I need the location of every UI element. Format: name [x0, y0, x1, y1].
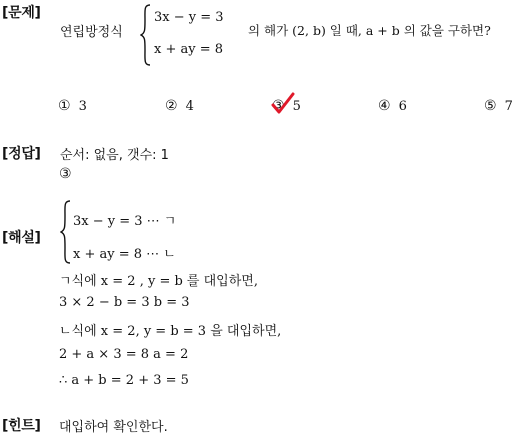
answer-line: 순서: 없음, 갯수: 1	[60, 148, 169, 163]
solution-tag: [해설]	[2, 230, 41, 246]
choice-4-mark: ④	[378, 98, 391, 114]
solution-line-5: ∴ a + b = 2 + 3 = 5	[59, 373, 189, 388]
problem-lead: 연립방정식	[60, 25, 123, 40]
solution-brace-icon	[60, 200, 72, 264]
choice-5-value: 7	[504, 99, 513, 114]
check-mark-icon	[270, 92, 296, 116]
choice-1-mark: ①	[58, 98, 71, 114]
hint-tag: [힌트]	[2, 418, 41, 434]
solution-sys2: x + ay = 8 ⋯ ㄴ	[73, 247, 176, 262]
problem-question: 의 해가 (2, b) 일 때, a + b 의 값을 구하면?	[248, 23, 491, 38]
choice-2-value: 4	[185, 99, 194, 114]
choice-3-value: 5	[292, 99, 301, 114]
choice-1-value: 3	[78, 99, 87, 114]
problem-eq2: x + ay = 8	[154, 42, 224, 57]
choice-5[interactable]	[484, 98, 513, 114]
hint-text: 대입하여 확인한다.	[59, 420, 168, 435]
choice-5-mark: ⑤	[484, 98, 497, 114]
solution-sys1: 3x − y = 3 ⋯ ㄱ	[73, 214, 177, 229]
choice-1[interactable]	[58, 98, 87, 114]
answer-tag: [정답]	[2, 146, 41, 162]
choice-2[interactable]	[165, 98, 194, 114]
solution-line-3: ㄴ식에 x = 2, y = b = 3 을 대입하면,	[59, 324, 282, 339]
choice-4[interactable]	[378, 98, 407, 114]
solution-line-1: ㄱ식에 x = 2 , y = b 를 대입하면,	[59, 274, 258, 289]
solution-line-2: 3 × 2 − b = 3 b = 3	[59, 295, 190, 310]
system-brace-icon	[140, 4, 152, 66]
choice-2-mark: ②	[165, 98, 178, 114]
choice-3-mark: ③	[272, 98, 285, 114]
choice-4-value: 6	[398, 99, 407, 114]
problem-eq1: 3x − y = 3	[154, 10, 224, 25]
problem-tag: [문제]	[2, 5, 41, 21]
answer-choice: ③	[59, 166, 72, 182]
solution-line-4: 2 + a × 3 = 8 a = 2	[59, 347, 189, 362]
